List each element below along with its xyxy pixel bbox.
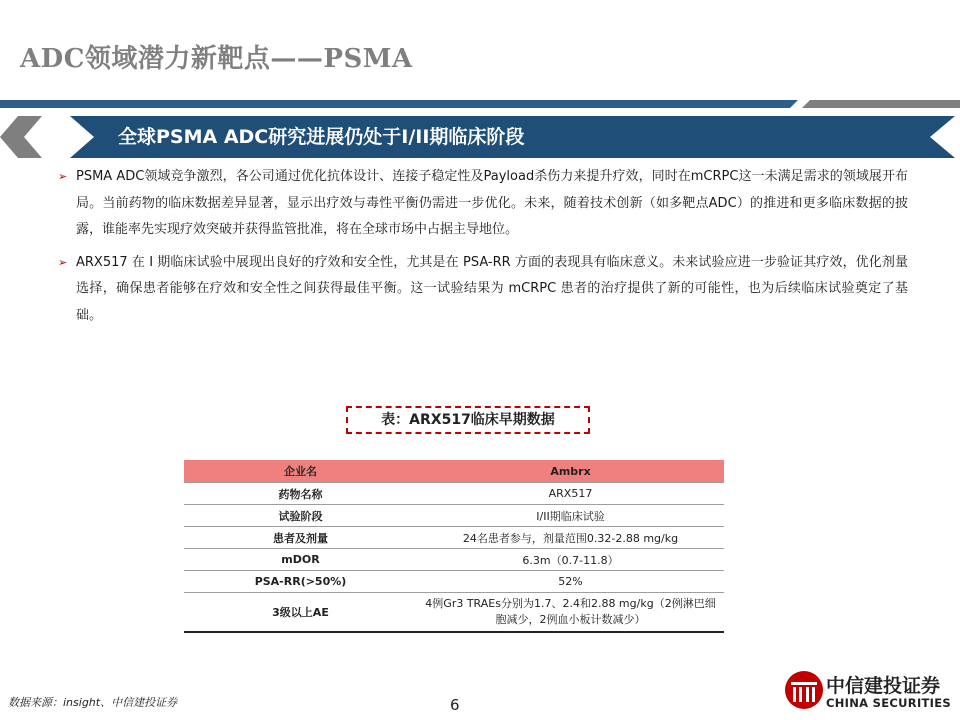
- bullet-list: [58, 164, 908, 335]
- row-value-cell: 24名患者参与，剂量范围0.32-2.88 mg/kg: [417, 527, 724, 549]
- row-key-cell: 3级以上AE: [184, 593, 417, 633]
- header-key-cell: 企业名: [184, 460, 417, 483]
- row-value-cell: 4例Gr3 TRAEs分别为1.7、2.4和2.88 mg/kg（2例淋巴细胞减少，2例血小板计数减少）: [417, 593, 724, 633]
- bullet-item: [58, 250, 908, 330]
- row-value-cell: ARX517: [417, 483, 724, 505]
- row-value-cell: I/II期临床试验: [417, 505, 724, 527]
- table-row: [184, 549, 724, 571]
- row-value-cell: 6.3m（0.7-11.8）: [417, 549, 724, 571]
- row-value-cell: 52%: [417, 571, 724, 593]
- row-key-cell: 试验阶段: [184, 505, 417, 527]
- table-row: [184, 505, 724, 527]
- page-title: ADC领域潜力新靶点——PSMA: [20, 44, 413, 74]
- row-key-cell: mDOR: [184, 549, 417, 571]
- bullet-item: [58, 164, 908, 244]
- table-header-row: [184, 460, 724, 483]
- bullet-text: ARX517 在 I 期临床试验中展现出良好的疗效和安全性，尤其是在 PSA-RR 方面的表现具有临床意义。未来试验应进一步验证其疗效，优化剂量选择，确保患者能够在疗效和安全性之间获得最佳平衡。这一试验结果为 mCRPC 患者的治疗提供了新的可能性，也为后续临床试验奠定了基础。: [76, 254, 908, 323]
- table-row: [184, 593, 724, 633]
- arrow-bullet-icon: ➢: [58, 255, 68, 269]
- data-source-note: 数据来源：insight、中信建投证券: [8, 696, 178, 709]
- table-row: [184, 571, 724, 593]
- banner-title: 全球PSMA ADC研究进展仍处于I/II期临床阶段: [118, 126, 525, 148]
- logo-english-name: CHINA SECURITIES: [826, 696, 951, 710]
- table-row: [184, 483, 724, 505]
- row-key-cell: 患者及剂量: [184, 527, 417, 549]
- row-key-cell: 药物名称: [184, 483, 417, 505]
- arrow-bullet-icon: ➢: [58, 170, 68, 183]
- table-caption: 表：ARX517临床早期数据: [346, 406, 590, 434]
- page-number: 6: [450, 696, 460, 714]
- table-row: [184, 527, 724, 549]
- bullet-text: PSMA ADC领域竞争激烈，各公司通过优化抗体设计、连接子稳定性及Payload杀伤力来提升疗效，同时在mCRPC这一未满足需求的领域展开布局。当前药物的临床数据差异显著，显示出疗效与毒性平衡仍需进一步优化。未来，随着技术创新（如多靶点ADC）的推进和更多临床数据的披露，谁能率先实现疗效突破并获得监管批准，将在全球市场中占据主导地位。: [76, 169, 908, 237]
- row-key-cell: PSA-RR(>50%): [184, 571, 417, 593]
- clinical-data-table: [184, 460, 724, 633]
- header-value-cell: Ambrx: [417, 460, 724, 483]
- header-divider-bar: [0, 100, 960, 108]
- logo-chinese-name: 中信建投证券: [826, 675, 941, 697]
